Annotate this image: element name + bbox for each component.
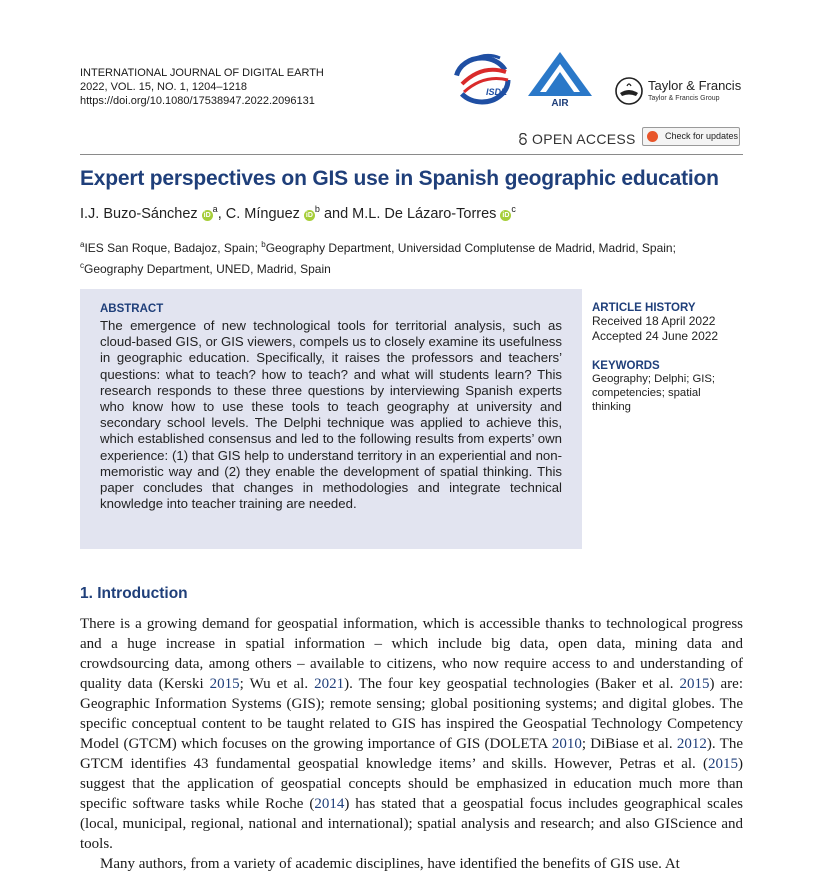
section-heading: 1. Introduction <box>80 585 188 602</box>
accepted-date: Accepted 24 June 2022 <box>592 329 719 343</box>
publisher-subtitle: Taylor & Francis Group <box>648 95 720 102</box>
open-access-label <box>518 131 636 147</box>
paragraph-text: ). The GTCM identifies 43 fundamental geospatial knowledge items’ and skills. However, Petras et al. ( <box>80 736 743 772</box>
citation-link[interactable]: 2015 <box>209 676 240 692</box>
journal-doi-link[interactable]: https://doi.org/10.1080/17538947.2022.2096131 <box>80 95 315 107</box>
air-logo <box>526 50 594 108</box>
keywords-heading: KEYWORDS <box>592 360 660 372</box>
affiliation-line: $^c$Geography Department, UNED, Madrid, Spain <box>80 261 331 276</box>
journal-volume: 2022, VOL. 15, NO. 1, 1204–1218 <box>80 81 247 93</box>
keywords-list: Geography; Delphi; GIS; competencies; spatial thinking <box>592 373 716 413</box>
paragraph-text: There is a growing demand for geospatial information, which is accessible thanks to technological progress and a huge increase in spatial information – which include big data, open data, mining data and crowdsourcing data, among others – available to citizens, who now require access to and understanding of quality data (Kerski <box>80 616 743 692</box>
orcid-icon[interactable]: iD <box>502 211 510 219</box>
citation-link[interactable]: 2014 <box>314 796 345 812</box>
citation-link[interactable]: 2010 <box>551 736 582 752</box>
article-title: Expert perspectives on GIS use in Spanish geographic education <box>80 167 719 190</box>
journal-info <box>80 66 324 108</box>
citation-link[interactable]: 2012 <box>676 736 707 752</box>
open-lock-icon <box>518 133 528 145</box>
body-text <box>80 614 743 874</box>
article-sidebar <box>592 302 742 414</box>
paragraph-text: ). The four key geospatial technologies (Baker et al. <box>344 676 680 692</box>
publisher-logos <box>444 50 744 112</box>
paragraph: Many authors, from a variety of academic disciplines, have identified the benefits of GIS use. At <box>100 856 680 872</box>
paragraph <box>80 614 743 854</box>
check-for-updates-button[interactable] <box>642 127 740 146</box>
received-date: Received 18 April 2022 <box>592 314 716 328</box>
abstract-text: The emergence of new technological tools for territorial analysis, such as cloud-based GIS, or GIS viewers, compels us to closely examine its usefulness in geographic education. Specifically, it raises the professors and teachers’ questions: what to teach? how to teach? and what will students learn? This research responds to these three questions by interviewing Spanish experts who know how to use these tools to teach geography at university and secondary school levels. The Delphi technique was applied to achieve this, which established consensus and led to the following results from experts’ own experience: (1) that GIS help to understand territory in an experiential and non-memoristic way and (2) they enable the development of spatial thinking. This paper concludes that changes in methodologies and integrate technical knowledge into teacher training are needed. <box>100 318 562 512</box>
author-name[interactable]: C. Mínguez <box>225 205 300 222</box>
paragraph-text: ) has stated that a geospatial focus includes geographical scales (local, municipal, regional, national and international); spatial analysis and research; and also GIScience and tools. <box>80 796 743 852</box>
author-affiliation-mark: b <box>314 204 320 214</box>
affiliation-line: $^a$IES San Roque, Badajoz, Spain; $^b$Geography Department, Universidad Complutense de Madrid, Madrid, Spain; <box>80 240 676 255</box>
publisher-name: Taylor & Francis <box>648 78 742 93</box>
citation-link[interactable]: 2021 <box>314 676 345 692</box>
paragraph-text: ; Wu et al. <box>239 676 315 692</box>
check-for-updates-label: Check for updates <box>665 131 739 141</box>
paragraph-text: ) suggest that the application of geospatial concepts should be emphasized in education much more than specific software tasks while Roche ( <box>80 756 743 812</box>
author-affiliation-mark: a <box>212 204 218 214</box>
abstract-box <box>80 289 582 549</box>
author-affiliation-mark: c <box>511 204 516 214</box>
affiliations <box>80 236 676 278</box>
crossmark-icon <box>647 131 658 142</box>
author-name[interactable]: M.L. De Lázaro-Torres <box>352 205 497 222</box>
air-logo-label: AIR <box>551 98 569 108</box>
abstract-heading: ABSTRACT <box>100 303 164 315</box>
taylor-francis-logo <box>614 76 746 108</box>
isde-logo-label: ISDE <box>486 87 508 97</box>
orcid-icon[interactable]: iD <box>203 211 211 219</box>
citation-link[interactable]: 2015 <box>679 676 710 692</box>
paragraph-text: ; DiBiase et al. <box>581 736 677 752</box>
article-history-heading: ARTICLE HISTORY <box>592 302 696 314</box>
author-name[interactable]: I.J. Buzo-Sánchez <box>80 205 198 222</box>
author-list: I.J. Buzo-Sánchez $iD^a$, C. Mínguez $iD^b$ and M.L. De Lázaro-Torres $iD^c$ <box>80 204 516 222</box>
citation-link[interactable]: 2015 <box>708 756 738 772</box>
open-access-text: OPEN ACCESS <box>532 131 636 147</box>
journal-name: INTERNATIONAL JOURNAL OF DIGITAL EARTH <box>80 67 324 79</box>
taylor-francis-lamp-icon <box>614 76 644 106</box>
header-divider <box>80 154 743 155</box>
paragraph-text: ) are: Geographic Information Systems (GIS); remote sensing; global positioning systems; and digital globes. The specific conceptual content to be taught related to GIS has inspired the Geospatial Technology Competency Model (GTCM) which focuses on the growing importance of GIS (DOLETA <box>80 676 743 752</box>
orcid-icon[interactable]: iD <box>305 211 313 219</box>
isde-logo <box>452 50 514 108</box>
